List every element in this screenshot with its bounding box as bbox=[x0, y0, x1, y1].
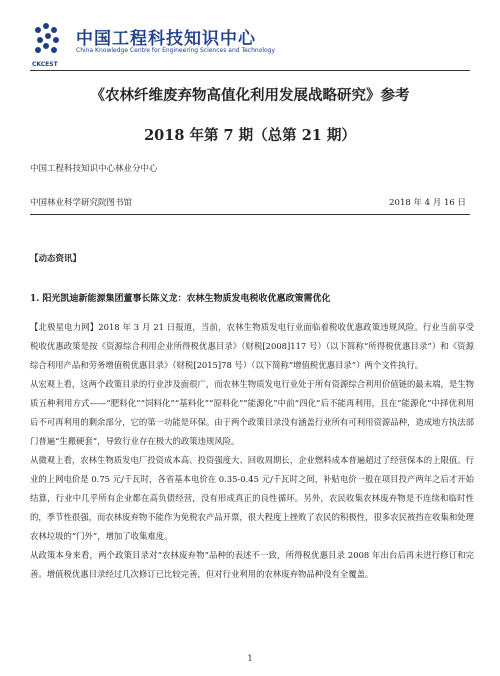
header bbox=[32, 18, 472, 68]
article-title: 1. 阳光凯迪新能源集团董事长陈义龙：农林生物质发电税收优惠政策需优化 bbox=[30, 294, 331, 304]
org-abbreviation: CKCEST bbox=[32, 61, 58, 68]
meta-divider bbox=[30, 214, 470, 215]
page-number: 1 bbox=[247, 654, 253, 663]
article-paragraph: 从宏观上看，这两个政策目录的行业涉及面很广，而农林生物质发电行业处于所有资源综合利用价值链的最末端，是生物质五种利用方式——“肥料化”“饲料化”“基料化”“原料化”“能源化”中前“四化”后不能再利用，且在“能源化”中择优利用后不可再利用的剩余部分，它的第一功能是环保。由于两个政策目录没有涵盖行业所有可利用资源品种，造成地方执法部门普遍“生搬硬套”，导致行业存在极大的政策违规风险。 bbox=[30, 379, 474, 446]
publish-date: 2018 年 4 月 16 日 bbox=[389, 198, 466, 208]
document-issue: 2018 年第 7 期（总第 21 期） bbox=[144, 127, 356, 144]
org-name: 中国工程科技知识中心 bbox=[76, 29, 256, 49]
org-name-english: China Knowledge Centre for Engineering Sciences and Technology bbox=[76, 47, 276, 54]
article-paragraph: 从微观上看，农林生物质发电厂投资成本高、投资强度大、回收周期长，企业燃料成本普遍超过了经营保本的上限值。行业的上网电价是 0.75 元/千瓦时，各省基本电价在 0.35-0.45 元/千瓦时之间，补贴电价一般在项目投产两年之后才开始结算，行业中几乎所有企业都在高负债经营，没有形成真正的良性循环。另外，农民收集农林废弃物是不连续和临时性的，季节性很强，而农林废弃物不能作为免税农产品开票，很大程度上挫败了农民的积极性，很多农民被挡在收集和处理农林垃圾的“门外”，增加了收集难度。 bbox=[30, 455, 474, 541]
header-divider bbox=[30, 70, 470, 71]
article-paragraph: 从政策本身来看，两个政策目录对“农林废弃物”品种的表述不一致，所得税优惠目录 2008 年出台后再未进行修订和完善。增值税优惠目录经过几次修订已比较完善，但对行业利用的农林废弃物品种没有全覆盖。 bbox=[30, 550, 474, 579]
ckcest-logo-icon bbox=[32, 20, 62, 60]
article-body bbox=[30, 318, 474, 584]
article-paragraph: 【北极星电力网】2018 年 3 月 21 日报道，当前，农林生物质发电行业面临着税收优惠政策违规风险。行业当前享受税收优惠政策是按《资源综合利用企业所得税优惠目录》（财税[2008]117 号）（以下简称“所得税优惠目录”）和《资源综合利用产品和劳务增值税优惠目录》（财税[2015]78 号）（以下简称“增值税优惠目录”）两个文件执行。 bbox=[30, 322, 474, 370]
document-title: 《农林纤维废弃物高值化利用发展战略研究》参考 bbox=[90, 87, 410, 104]
section-tag: 【动态资讯】 bbox=[30, 254, 82, 264]
library: 中国林业科学研究院图书馆 bbox=[30, 198, 133, 208]
publisher: 中国工程科技知识中心林业分中心 bbox=[30, 164, 158, 174]
